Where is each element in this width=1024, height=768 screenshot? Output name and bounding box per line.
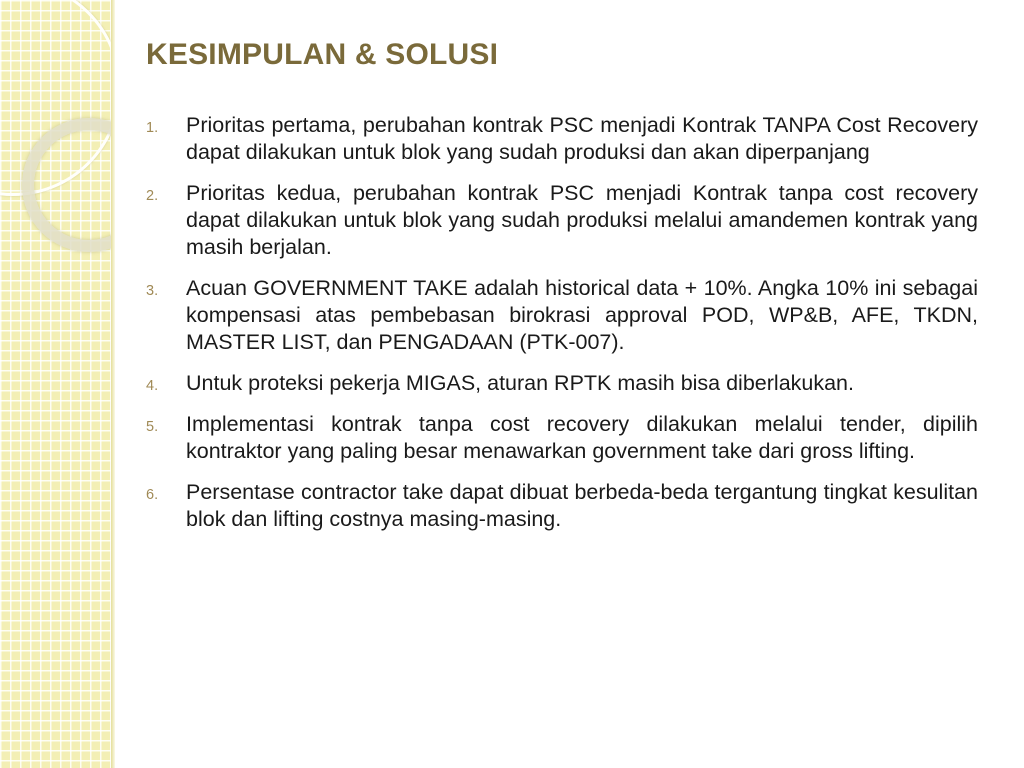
list-number: 4. [146,378,159,394]
list-number: 1. [146,120,159,136]
list-number: 3. [146,283,159,299]
list-item [146,275,978,356]
list-text: Implementasi kontrak tanpa cost recovery dilakukan melalui tender, dipilih kontraktor yang paling besar menawarkan government take dari gross lifting. [186,412,978,463]
conclusion-list [146,112,978,547]
list-text: Persentase contractor take dapat dibuat berbeda-beda tergantung tingkat kesulitan blok dan lifting costnya masing-masing. [186,480,978,531]
list-number: 5. [146,419,159,435]
list-text: Acuan GOVERNMENT TAKE adalah historical data + 10%. Angka 10% ini sebagai kompensasi atas pembebasan birokrasi approval POD, WP&B, AFE, TKDN, MASTER LIST, dan PENGADAAN (PTK-007). [186,276,978,354]
list-text: Prioritas pertama, perubahan kontrak PSC menjadi Kontrak TANPA Cost Recovery dapat dilakukan untuk blok yang sudah produksi dan akan diperpanjang [186,113,978,164]
side-panel-edge [111,0,115,768]
list-number: 6. [146,487,159,503]
list-item [146,370,978,397]
list-number: 2. [146,188,159,204]
list-item [146,112,978,166]
list-item [146,411,978,465]
list-item [146,479,978,533]
slide-title: KESIMPULAN & SOLUSI [146,38,499,71]
list-text: Prioritas kedua, perubahan kontrak PSC menjadi Kontrak tanpa cost recovery dapat dilakukan untuk blok yang sudah produksi melalui amandemen kontrak yang masih berjalan. [186,181,978,259]
decorative-side-panel [0,0,113,768]
list-item [146,180,978,261]
list-text: Untuk proteksi pekerja MIGAS, aturan RPTK masih bisa diberlakukan. [186,371,854,395]
